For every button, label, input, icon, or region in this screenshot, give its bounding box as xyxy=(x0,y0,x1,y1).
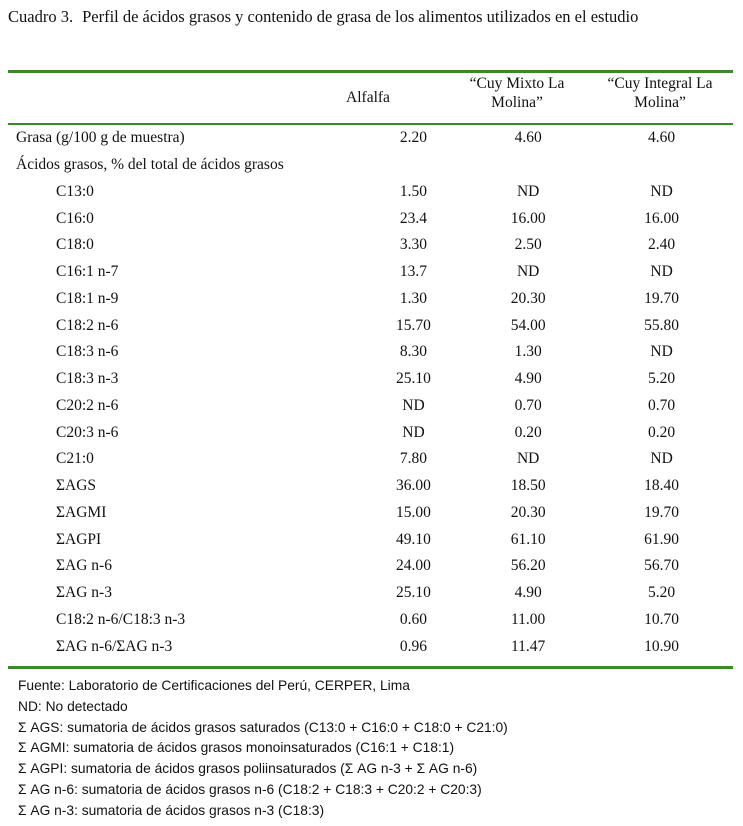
value-cell: 56.70 xyxy=(644,557,680,575)
value-cell: 4.60 xyxy=(514,129,542,147)
row-label: C16:0 xyxy=(56,209,94,227)
table-row xyxy=(8,580,733,607)
table-row xyxy=(8,419,733,446)
value-cell: 0.70 xyxy=(514,396,542,414)
value-cell: 24.00 xyxy=(396,557,431,575)
row-label: C18:2 n-6 xyxy=(56,316,119,334)
value-cell: 1.50 xyxy=(399,182,428,200)
table-row xyxy=(8,553,733,580)
row-label: C18:0 xyxy=(56,236,94,254)
table-row xyxy=(8,473,733,500)
value-cell: 0.60 xyxy=(399,610,428,628)
value-cell: 25.10 xyxy=(396,370,431,388)
value-cell: ND xyxy=(402,423,425,441)
table-row xyxy=(8,152,733,179)
value-cell: 61.90 xyxy=(644,530,680,548)
table-row xyxy=(8,446,733,473)
value-cell: 10.90 xyxy=(644,637,680,655)
value-cell: 0.70 xyxy=(648,396,676,414)
table-row xyxy=(8,205,733,232)
value-cell: 3.30 xyxy=(399,236,428,254)
table-row xyxy=(8,526,733,553)
row-label: ΣAGS xyxy=(56,477,97,495)
value-cell: ND xyxy=(650,343,673,361)
value-cell: ND xyxy=(402,396,425,414)
value-cell: 1.30 xyxy=(514,343,542,361)
value-cell: 20.30 xyxy=(510,503,546,521)
row-label: C21:0 xyxy=(56,450,94,468)
value-cell: 20.30 xyxy=(510,289,546,307)
table-row xyxy=(8,500,733,527)
value-cell: 13.7 xyxy=(399,263,428,281)
fatty-acid-table xyxy=(8,125,733,660)
value-cell: ND xyxy=(650,182,673,200)
value-cell: 4.60 xyxy=(648,129,676,147)
value-cell: 2.20 xyxy=(399,129,428,147)
value-cell: ND xyxy=(516,263,540,281)
value-cell: 10.70 xyxy=(644,610,680,628)
row-label: C18:2 n-6/C18:3 n-3 xyxy=(56,610,186,628)
table-row xyxy=(8,607,733,634)
value-cell: 54.00 xyxy=(510,316,546,334)
value-cell: 49.10 xyxy=(396,530,431,548)
value-cell: 16.00 xyxy=(644,209,680,227)
bottom-rule xyxy=(8,666,733,669)
footnote-agmi: Σ AGMI: sumatoria de ácidos grasos monoinsaturados (C16:1 + C18:1) xyxy=(18,740,455,756)
value-cell: 18.40 xyxy=(644,477,680,495)
value-cell: 19.70 xyxy=(644,289,680,307)
table-row xyxy=(8,232,733,259)
value-cell: ND xyxy=(650,263,673,281)
column-header-cuy-mixto: “Cuy Mixto La Molina” xyxy=(469,75,565,111)
table-row xyxy=(8,393,733,420)
value-cell: 56.20 xyxy=(510,557,546,575)
row-label: Grasa (g/100 g de muestra) xyxy=(16,129,185,147)
value-cell: 0.20 xyxy=(648,423,676,441)
value-cell: 2.40 xyxy=(648,236,676,254)
footnote-ags: Σ AGS: sumatoria de ácidos grasos saturados (C13:0 + C16:0 + C18:0 + C21:0) xyxy=(18,719,508,735)
value-cell: 19.70 xyxy=(644,503,680,521)
value-cell: 2.50 xyxy=(514,236,542,254)
row-label: C16:1 n-7 xyxy=(56,263,119,281)
value-cell: 5.20 xyxy=(648,370,676,388)
value-cell: 11.00 xyxy=(511,610,546,628)
value-cell xyxy=(590,152,733,179)
footnote-agpi: Σ AGPI: sumatoria de ácidos grasos poliinsaturados (Σ AG n-3 + Σ AG n-6) xyxy=(18,761,478,777)
value-cell: 36.00 xyxy=(396,477,431,495)
table-row xyxy=(8,366,733,393)
row-label: C13:0 xyxy=(56,182,94,200)
footnote-nd: ND: No detectado xyxy=(18,698,128,714)
row-label: C18:3 n-6 xyxy=(56,343,119,361)
caption-text: Perfil de ácidos grasos y contenido de grasa de los alimentos utilizados en el estudio xyxy=(82,7,639,26)
value-cell: 18.50 xyxy=(510,477,546,495)
table-row xyxy=(8,125,733,152)
value-cell: 4.90 xyxy=(514,370,542,388)
row-label: C20:2 n-6 xyxy=(56,396,119,414)
value-cell: 1.30 xyxy=(399,289,428,307)
value-cell: 8.30 xyxy=(399,343,428,361)
table-row xyxy=(8,179,733,206)
row-label: C20:3 n-6 xyxy=(56,423,119,441)
row-label: C18:3 n-3 xyxy=(56,370,119,388)
caption-label: Cuadro 3. xyxy=(8,7,74,26)
value-cell: 15.00 xyxy=(396,503,431,521)
table-row xyxy=(8,259,733,286)
row-label: ΣAG n-6/ΣAG n-3 xyxy=(56,637,173,655)
row-label: ΣAGPI xyxy=(56,530,102,548)
value-cell: ND xyxy=(516,450,540,468)
row-label: ΣAG n-6 xyxy=(56,557,112,575)
footnote-source: Fuente: Laboratorio de Certificaciones del Perú, CERPER, Lima xyxy=(18,678,410,693)
value-cell: 23.4 xyxy=(399,209,428,227)
value-cell: ND xyxy=(516,182,540,200)
table-caption xyxy=(8,6,732,27)
row-label: Ácidos grasos, % del total de ácidos grasos xyxy=(16,156,284,174)
value-cell: 61.10 xyxy=(510,530,546,548)
value-cell: 15.70 xyxy=(396,316,431,334)
footnote-ag-n3: Σ AG n-3: sumatoria de ácidos grasos n-3 (C18:3) xyxy=(18,802,325,818)
table-row xyxy=(8,286,733,313)
table-row xyxy=(8,312,733,339)
table-row xyxy=(8,633,733,660)
column-header-cuy-integral: “Cuy Integral La Molina” xyxy=(607,75,713,111)
row-label: C18:1 n-9 xyxy=(56,289,119,307)
value-cell: 11.47 xyxy=(511,637,546,655)
value-cell: 0.96 xyxy=(399,637,428,655)
value-cell: 55.80 xyxy=(644,316,680,334)
top-rule xyxy=(8,70,733,73)
value-cell: 16.00 xyxy=(510,209,546,227)
value-cell: 25.10 xyxy=(396,584,431,602)
value-cell: 4.90 xyxy=(514,584,542,602)
value-cell: 7.80 xyxy=(399,450,428,468)
row-label: ΣAGMI xyxy=(56,503,107,521)
column-header-alfalfa: Alfalfa xyxy=(346,89,390,106)
value-cell xyxy=(361,152,466,179)
footnote-ag-n6: Σ AG n-6: sumatoria de ácidos grasos n-6 (C18:2 + C18:3 + C20:2 + C20:3) xyxy=(18,781,482,797)
table-row xyxy=(8,339,733,366)
value-cell: 0.20 xyxy=(514,423,542,441)
value-cell: ND xyxy=(650,450,673,468)
value-cell: 5.20 xyxy=(648,584,676,602)
row-label: ΣAG n-3 xyxy=(56,584,112,602)
table-footnotes xyxy=(18,676,733,822)
value-cell xyxy=(466,152,590,179)
